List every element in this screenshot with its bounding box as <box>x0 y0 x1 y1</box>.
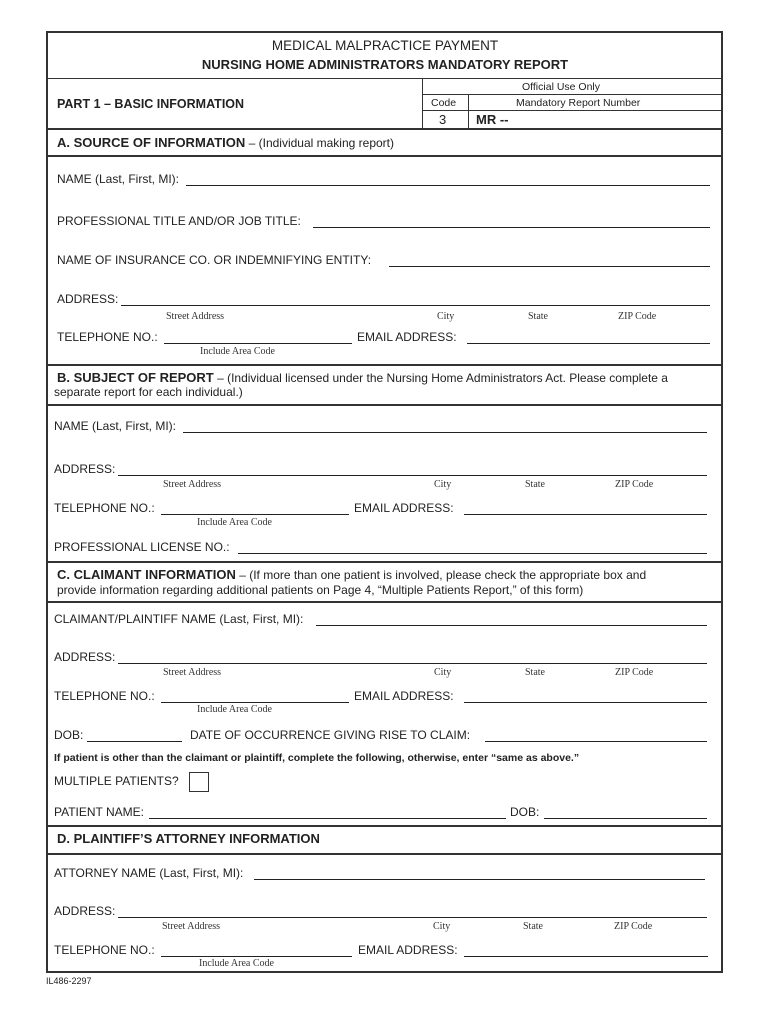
city-caption: City <box>434 667 452 678</box>
zip-caption: ZIP Code <box>618 311 657 322</box>
claimant-telephone-label: TELEPHONE NO.: <box>54 689 155 703</box>
section-b-heading: B. SUBJECT OF REPORT – (Individual licensed under the Nursing Home Administrators Act. Please complete a <box>57 370 668 385</box>
section-a-divider <box>47 155 722 157</box>
occurrence-label: DATE OF OCCURRENCE GIVING RISE TO CLAIM: <box>190 728 471 742</box>
area-code-caption: Include Area Code <box>199 958 274 969</box>
section-c-heading: C. CLAIMANT INFORMATION – (If more than one patient is involved, please check the appropriate box and <box>57 567 647 582</box>
street-caption: Street Address <box>162 921 221 932</box>
city-caption: City <box>434 479 452 490</box>
section-d-top <box>47 825 722 827</box>
section-d-divider <box>47 853 722 855</box>
form-title-line1: MEDICAL MALPRACTICE PAYMENT <box>271 38 499 53</box>
form-id: IL486-2297 <box>46 976 92 986</box>
attorney-email-field[interactable] <box>464 956 708 957</box>
attorney-name-field[interactable] <box>254 879 705 880</box>
zip-caption: ZIP Code <box>614 921 653 932</box>
claimant-name-label: CLAIMANT/PLAINTIFF NAME (Last, First, MI): <box>54 612 304 626</box>
source-telephone-label: TELEPHONE NO.: <box>57 330 158 344</box>
attorney-name-label: ATTORNEY NAME (Last, First, MI): <box>54 866 244 880</box>
subject-name-field[interactable] <box>183 432 707 433</box>
section-c-subtitle-2: provide information regarding additional patients on Page 4, “Multiple Patients Report,” of this form) <box>57 583 584 597</box>
source-name-label: NAME (Last, First, MI): <box>57 172 180 186</box>
street-caption: Street Address <box>163 667 222 678</box>
source-address-field[interactable] <box>121 305 710 306</box>
attorney-telephone-field[interactable] <box>161 956 352 957</box>
official-line-2 <box>422 110 722 111</box>
claimant-email-field[interactable] <box>464 702 707 703</box>
subject-name-label: NAME (Last, First, MI): <box>54 419 177 433</box>
subject-address-field[interactable] <box>118 475 707 476</box>
state-caption: State <box>525 667 545 678</box>
multiple-patients-label: MULTIPLE PATIENTS? <box>54 774 179 788</box>
subject-email-label: EMAIL ADDRESS: <box>354 501 454 515</box>
source-telephone-field[interactable] <box>164 343 352 344</box>
patient-dob-field[interactable] <box>544 818 707 819</box>
source-title-label: PROFESSIONAL TITLE AND/OR JOB TITLE: <box>57 214 301 228</box>
part-label: PART 1 – BASIC INFORMATION <box>57 97 245 111</box>
state-caption: State <box>523 921 543 932</box>
license-field[interactable] <box>238 553 707 554</box>
form-title-line2: NURSING HOME ADMINISTRATORS MANDATORY REPORT <box>201 57 569 72</box>
insurance-label: NAME OF INSURANCE CO. OR INDEMNIFYING ENTITY: <box>57 253 372 267</box>
section-d-heading: D. PLAINTIFF’S ATTORNEY INFORMATION <box>57 831 320 846</box>
code-label: Code <box>431 97 457 109</box>
section-a-top <box>47 128 722 130</box>
section-b-subtitle-2: separate report for each individual.) <box>54 385 243 399</box>
occurrence-field[interactable] <box>485 741 707 742</box>
street-caption: Street Address <box>163 479 222 490</box>
code-value: 3 <box>439 112 447 127</box>
license-label: PROFESSIONAL LICENSE NO.: <box>54 540 230 554</box>
official-box-divider <box>422 78 423 128</box>
section-b-divider <box>47 404 722 406</box>
official-use-label: Official Use Only <box>522 81 600 93</box>
attorney-telephone-label: TELEPHONE NO.: <box>54 943 155 957</box>
attorney-address-field[interactable] <box>118 917 707 918</box>
report-number-value: MR -- <box>476 112 509 127</box>
claimant-dob-field[interactable] <box>87 741 182 742</box>
zip-caption: ZIP Code <box>615 667 654 678</box>
section-a-heading: A. SOURCE OF INFORMATION – (Individual making report) <box>57 135 394 150</box>
section-b-top <box>47 364 722 366</box>
subject-email-field[interactable] <box>464 514 707 515</box>
source-address-label: ADDRESS: <box>57 292 119 306</box>
patient-name-field[interactable] <box>149 818 506 819</box>
area-code-caption: Include Area Code <box>200 346 275 357</box>
claimant-email-label: EMAIL ADDRESS: <box>354 689 454 703</box>
state-caption: State <box>528 311 548 322</box>
claimant-dob-label: DOB: <box>54 728 84 742</box>
street-caption: Street Address <box>166 311 225 322</box>
multiple-patients-checkbox[interactable] <box>189 772 209 792</box>
subject-telephone-label: TELEPHONE NO.: <box>54 501 155 515</box>
source-email-label: EMAIL ADDRESS: <box>357 330 457 344</box>
zip-caption: ZIP Code <box>615 479 654 490</box>
attorney-address-label: ADDRESS: <box>54 904 116 918</box>
attorney-email-label: EMAIL ADDRESS: <box>358 943 458 957</box>
report-number-label: Mandatory Report Number <box>516 97 641 109</box>
area-code-caption: Include Area Code <box>197 517 272 528</box>
code-divider <box>468 94 469 128</box>
source-title-field[interactable] <box>313 227 710 228</box>
source-name-field[interactable] <box>186 185 710 186</box>
patient-dob-label: DOB: <box>510 805 540 819</box>
claimant-telephone-field[interactable] <box>161 702 349 703</box>
area-code-caption: Include Area Code <box>197 704 272 715</box>
insurance-field[interactable] <box>389 266 710 267</box>
patient-instruction: If patient is other than the claimant or plaintiff, complete the following, otherwise, enter “same as above.” <box>54 752 580 764</box>
header-divider <box>47 78 722 79</box>
city-caption: City <box>433 921 451 932</box>
claimant-address-field[interactable] <box>118 663 707 664</box>
section-c-top <box>47 561 722 563</box>
source-email-field[interactable] <box>467 343 710 344</box>
city-caption: City <box>437 311 455 322</box>
subject-address-label: ADDRESS: <box>54 462 116 476</box>
claimant-name-field[interactable] <box>316 625 707 626</box>
claimant-address-label: ADDRESS: <box>54 650 116 664</box>
section-c-divider <box>47 601 722 603</box>
official-line-1 <box>422 94 722 95</box>
state-caption: State <box>525 479 545 490</box>
subject-telephone-field[interactable] <box>161 514 349 515</box>
patient-name-label: PATIENT NAME: <box>54 805 145 819</box>
